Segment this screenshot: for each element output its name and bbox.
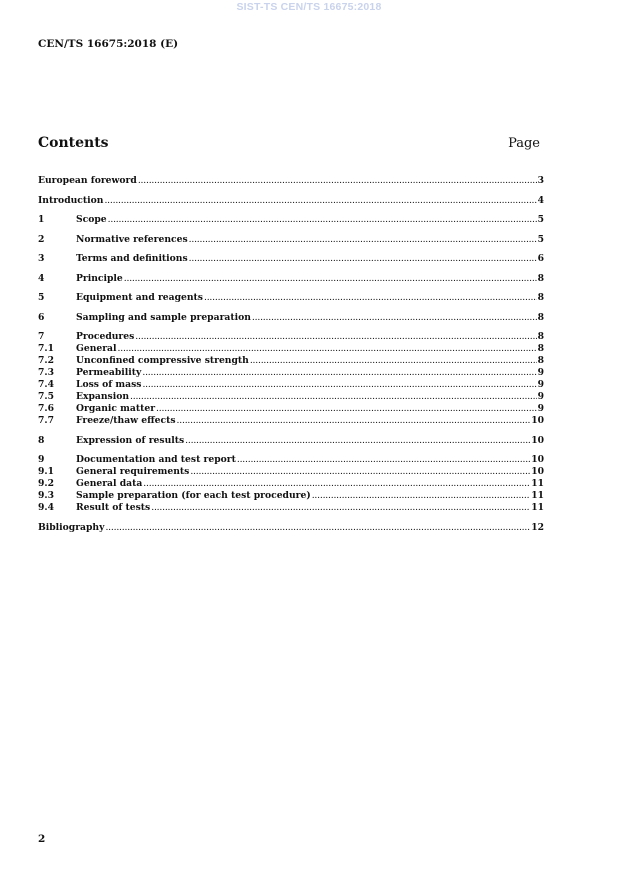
toc-entry-label: Organic matter — [76, 403, 156, 414]
toc-entry[interactable] — [38, 502, 544, 514]
toc-entry-label: Bibliography — [38, 521, 105, 533]
toc-entry[interactable] — [38, 355, 544, 367]
toc-entry-page: 8 — [537, 343, 544, 354]
toc-entry-label: Equipment and reagents — [76, 292, 203, 303]
toc-entry[interactable] — [38, 522, 544, 534]
toc-entry-label: Freeze/thaw effects — [76, 415, 176, 426]
toc-entry[interactable] — [38, 379, 544, 391]
toc-entry-label: Expansion — [76, 391, 130, 402]
toc-entry-number: 9.2 — [38, 478, 54, 489]
page-number: 2 — [38, 833, 46, 845]
toc-entry-number: 2 — [38, 233, 45, 245]
toc-leader — [250, 355, 537, 367]
toc-entry-page: 5 — [537, 233, 544, 245]
toc-entry[interactable] — [38, 415, 544, 427]
toc-entry[interactable] — [38, 273, 544, 285]
toc-entry-label: Introduction — [38, 194, 104, 206]
toc-entry-number: 4 — [38, 272, 45, 284]
toc-leader — [190, 466, 530, 478]
toc-leader — [252, 312, 537, 324]
table-of-contents — [38, 175, 544, 534]
toc-entry-label: Expression of results — [76, 434, 185, 446]
toc-entry-label: Terms and definitions — [76, 253, 188, 264]
toc-entry-number: 7.5 — [38, 391, 54, 402]
toc-entry-page: 10 — [531, 415, 544, 426]
toc-entry-number: 3 — [38, 253, 45, 264]
toc-entry[interactable] — [38, 490, 544, 502]
toc-entry-number: 7.6 — [38, 403, 54, 414]
toc-entry-label: General requirements — [76, 466, 190, 477]
toc-leader — [135, 331, 536, 343]
toc-entry-label: Procedures — [76, 331, 135, 342]
document-id: CEN/TS 16675:2018 (E) — [38, 38, 179, 50]
page-column-heading: Page — [508, 136, 540, 151]
toc-entry[interactable] — [38, 403, 544, 415]
toc-leader — [143, 478, 530, 490]
toc-leader — [312, 490, 531, 502]
toc-entry-number: 7.3 — [38, 367, 54, 378]
toc-entry-page: 8 — [537, 355, 544, 366]
toc-entry-label: General data — [76, 478, 143, 489]
toc-entry-number: 7.2 — [38, 355, 54, 366]
toc-entry-page: 10 — [531, 454, 544, 465]
toc-entry-label: Unconfined compressive strength — [76, 355, 249, 366]
toc-entry-label: Principle — [76, 272, 123, 284]
toc-leader — [104, 195, 536, 207]
toc-entry-page: 6 — [537, 253, 544, 264]
toc-entry-label: Scope — [76, 214, 107, 225]
toc-entry[interactable] — [38, 234, 544, 246]
toc-leader — [130, 391, 537, 403]
toc-entry[interactable] — [38, 214, 544, 226]
toc-entry-page: 9 — [537, 391, 544, 402]
toc-leader — [156, 403, 537, 415]
toc-entry[interactable] — [38, 454, 544, 466]
toc-entry-page: 5 — [537, 214, 544, 225]
toc-entry-page: 11 — [531, 490, 544, 501]
toc-entry-page: 3 — [537, 175, 544, 186]
toc-entry-number: 9.1 — [38, 466, 54, 477]
toc-entry-number: 7 — [38, 331, 45, 342]
toc-entry-page: 8 — [537, 292, 544, 303]
toc-leader — [151, 502, 530, 514]
toc-leader — [189, 234, 537, 246]
toc-entry-number: 7.1 — [38, 343, 54, 354]
toc-entry-label: Documentation and test report — [76, 454, 236, 465]
toc-leader — [237, 454, 530, 466]
toc-entry-page: 12 — [531, 521, 544, 533]
toc-leader — [138, 175, 537, 187]
toc-leader — [177, 415, 531, 427]
toc-entry-number: 9.3 — [38, 490, 54, 501]
contents-title: Contents — [38, 135, 109, 151]
toc-leader — [189, 253, 537, 265]
toc-entry[interactable] — [38, 312, 544, 324]
toc-leader — [142, 379, 536, 391]
toc-entry-label: Loss of mass — [76, 379, 142, 390]
toc-entry[interactable] — [38, 195, 544, 207]
toc-leader — [108, 214, 537, 226]
toc-entry-number: 5 — [38, 292, 45, 303]
toc-entry-label: General — [76, 343, 117, 354]
toc-entry-page: 4 — [537, 194, 544, 206]
toc-entry-page: 8 — [537, 331, 544, 342]
toc-entry-number: 9.4 — [38, 502, 54, 513]
toc-entry-page: 10 — [531, 434, 544, 446]
toc-leader — [142, 367, 536, 379]
toc-entry-page: 9 — [537, 403, 544, 414]
toc-entry-label: Sampling and sample preparation — [76, 311, 251, 323]
toc-entry-page: 10 — [531, 466, 544, 477]
toc-entry-page: 9 — [537, 367, 544, 378]
toc-leader — [124, 273, 537, 285]
toc-entry-page: 8 — [537, 272, 544, 284]
toc-entry-page: 11 — [531, 502, 544, 513]
toc-entry-page: 9 — [537, 379, 544, 390]
toc-entry-label: Result of tests — [76, 502, 151, 513]
toc-entry[interactable] — [38, 331, 544, 343]
toc-entry[interactable] — [38, 435, 544, 447]
toc-entry[interactable] — [38, 253, 544, 265]
toc-entry[interactable] — [38, 391, 544, 403]
toc-leader — [204, 292, 537, 304]
toc-entry-number: 7.7 — [38, 415, 54, 426]
toc-entry-label: Normative references — [76, 233, 188, 245]
toc-entry[interactable] — [38, 478, 544, 490]
toc-entry-label: Permeability — [76, 367, 142, 378]
toc-entry-label: European foreword — [38, 175, 137, 186]
toc-entry[interactable] — [38, 292, 544, 304]
toc-entry-number: 1 — [38, 214, 45, 225]
toc-entry-number: 8 — [38, 434, 45, 446]
toc-entry-page: 8 — [537, 311, 544, 323]
toc-entry-label: Sample preparation (for each test procedure) — [76, 490, 311, 501]
toc-entry-number: 7.4 — [38, 379, 54, 390]
toc-leader — [118, 343, 537, 355]
toc-entry-number: 6 — [38, 311, 45, 323]
toc-entry-page: 11 — [531, 478, 544, 489]
toc-entry[interactable] — [38, 343, 544, 355]
toc-entry[interactable] — [38, 175, 544, 187]
toc-leader — [185, 435, 530, 447]
toc-entry-number: 9 — [38, 454, 45, 465]
toc-entry[interactable] — [38, 367, 544, 379]
watermark: SIST-TS CEN/TS 16675:2018 — [236, 1, 382, 13]
toc-entry[interactable] — [38, 466, 544, 478]
toc-leader — [105, 522, 530, 534]
